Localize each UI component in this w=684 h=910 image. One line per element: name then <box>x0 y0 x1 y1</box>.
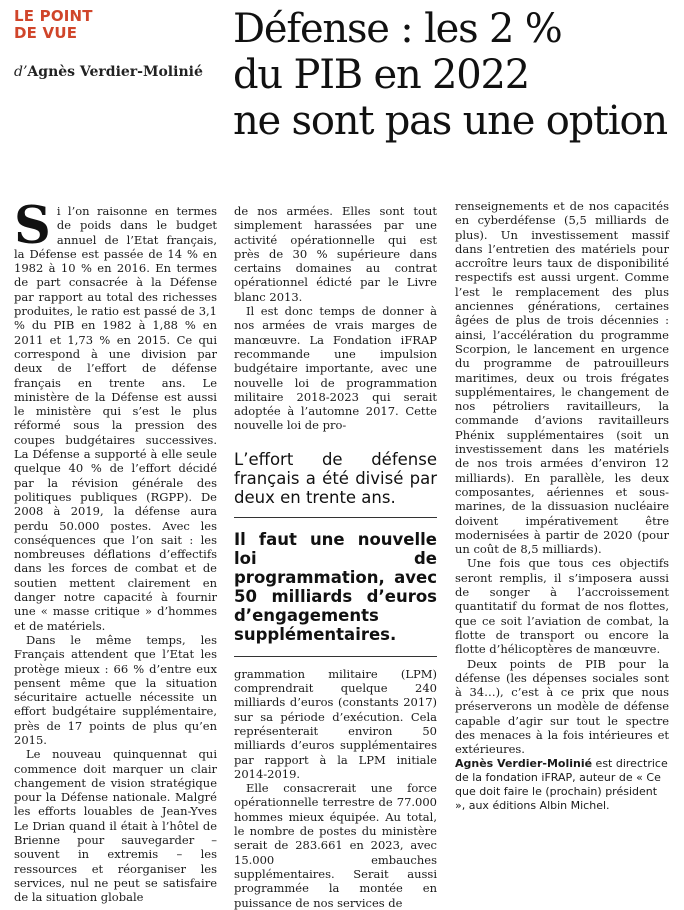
author-byline <box>14 64 203 80</box>
rubric-line-1: LE POINT <box>14 7 93 25</box>
headline-line-2: du PIB en 2022 <box>233 52 530 98</box>
author-name: Agnès Verdier-Molinié <box>27 64 203 80</box>
author-prefix: d’ <box>14 64 28 80</box>
article-column-1 <box>14 196 217 905</box>
paragraph: grammation militaire (LPM) comprendrait quelque 240 milliards d’euros (constants 2017) sur sa période d’exécution. Cela représenterait environ 50 milliards d’euros supplémentaires par rapport à la LPM initiale 2014-2019. <box>234 666 437 781</box>
bio-name: Agnès Verdier-Molinié <box>455 756 593 770</box>
bio-text: est directrice de la fondation iFRAP, auteur de « Ce que doit faire le (prochain) président », aux éditions Albin Michel. <box>455 756 668 812</box>
paragraph: Il est donc temps de donner à nos armées de vrais marges de manœuvre. La Fondation iFRAP recommande une impulsion budgétaire importante, avec une nouvelle loi de programmation militaire 2018-2023 qui serait adoptée à l’automne 2017. Cette nouvelle loi de pro- <box>234 304 437 433</box>
paragraph: Dans le même temps, les Français attendent que l’Etat les protège mieux : 66 % d’entre eux pensent même que la situation sécuritaire actuelle nécessite un effort budgétaire supplémentaire, près de 17 points de plus qu’en 2015. <box>14 632 217 747</box>
drop-cap: S <box>14 196 51 256</box>
headline-line-3: ne sont pas une option <box>233 98 667 144</box>
pull-quote-2: Il faut une nouvelle loi de programmation, avec 50 milliards d’euros d’engagements supplémentaires. <box>234 530 437 657</box>
paragraph: Le nouveau quinquennat qui commence doit marquer un clair changement de vision stratégique pour la Défense nationale. Malgré les efforts louables de Jean-Yves Le Drian quand il était à l’hôtel de Brienne pour sauvegarder – souvent in extremis – les ressources et réorganiser les services, nul ne peut se satisfaire de la situation globale <box>14 747 217 905</box>
headline-line-1: Défense : les 2 % <box>233 6 562 52</box>
pull-quote-1: L’effort de défense français a été divisé par deux en trente ans. <box>234 450 437 518</box>
article-column-2 <box>234 204 437 910</box>
paragraph <box>14 196 217 633</box>
paragraph: Elle consacrerait une force opérationnelle terrestre de 77.000 hommes mieux équipée. Au total, le nombre de postes du ministère serait de 283.661 en 2023, avec 15.000 embauches supplémentaires. Serait aussi programmée la montée en puissance de nos services de <box>234 781 437 910</box>
rubric-label <box>14 8 93 42</box>
headline <box>233 6 683 144</box>
article-column-3 <box>455 199 669 813</box>
paragraph: Une fois que tous ces objectifs seront remplis, il s’imposera aussi de songer à l’accroissement quantitatif du format de nos flottes, que ce soit l’aviation de combat, la flotte de transport ou encore la flotte d’hélicoptères de manœuvre. <box>455 556 669 657</box>
paragraph: Deux points de PIB pour la défense (les dépenses sociales sont à 34…), c’est à ce prix que nous préserverons un modèle de défense capable d’agir sur tout le spectre des menaces à la fois intérieures et extérieures. <box>455 656 669 757</box>
paragraph: renseignements et de nos capacités en cyberdéfense (5,5 milliards de plus). Un investissement massif dans l’entretien des matériels pour accroître leurs taux de disponibilité respectifs est aussi urgent. Comme l’est le remplacement des plus anciennes générations, certaines âgées de plus de trois décennies : ainsi, l’accélération du programme Scorpion, le lancement en urgence du programme de patrouilleurs maritimes, deux ou trois frégates supplémentaires, le changement de nos pétroliers ravitailleurs, la commande d’avions ravitailleurs Phénix supplémentaires (soit un investissement dans les matériels de nos trois armées d’environ 12 milliards). En parallèle, les deux composantes, aériennes et sous-marines, de la dissuasion nucléaire doivent impérativement être modernisées à partir de 2020 (pour un coût de 8,5 milliards). <box>455 199 669 557</box>
rubric-line-2: DE VUE <box>14 24 78 42</box>
paragraph: de nos armées. Elles sont tout simplement harassées par une activité opérationnelle qui est près de 30 % supérieure dans certains domaines au contrat opérationnel édicté par le Livre blanc 2013. <box>234 204 437 304</box>
paragraph-text: i l’on raisonne en termes de poids dans le budget annuel de l’Etat français, la Défense est passée de 14 % en 1982 à 10 % en 2016. En termes de part consacrée à la Défense par rapport au total des richesses produites, le ratio est passé de 3,1 % du PIB en 1982 à 1,88 % en 2011 et 1,73 % en 2015. Ce qui correspond à une division par deux de l’effort de défense français en trente ans. Le ministère de la Défense est aussi le ministère qui s’est le plus réformé sous la pression des coupes budgétaires successives. La Défense a supporté à elle seule quelque 40 % de l’effort décidé par la révision générale des politiques publiques (RGPP). De 2008 à 2019, la défense aura perdu 50.000 postes. Avec les conséquences que l’on sait : les nombreuses déflations d’effectifs dans les forces de combat et de soutien mettent clairement en danger notre capacité à fournir une « masse critique » d’hommes et de matériels. <box>14 204 217 633</box>
